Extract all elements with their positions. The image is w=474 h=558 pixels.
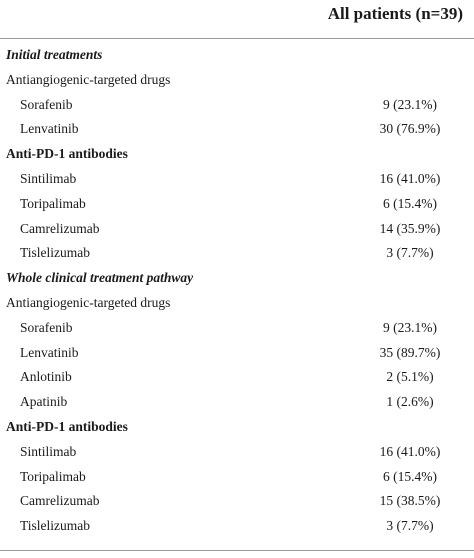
row-label: Tislelizumab — [20, 518, 91, 534]
table-row — [0, 514, 474, 539]
row-label: Anti-PD-1 antibodies — [6, 418, 128, 434]
table-row — [0, 440, 474, 465]
group-row-anti-pd1 — [0, 415, 474, 440]
table-row — [0, 241, 474, 266]
table-row — [0, 93, 474, 118]
section-row-initial-treatments — [0, 43, 474, 68]
column-header-all-patients: All patients (n=39) — [327, 4, 463, 23]
row-value: 16 (41.0%) — [379, 170, 441, 186]
table-row — [0, 167, 474, 192]
row-label: Apatinib — [20, 394, 68, 410]
row-label: Lenvatinib — [20, 344, 79, 360]
row-label: Tislelizumab — [20, 245, 91, 261]
table-row — [0, 390, 474, 415]
row-label: Antiangiogenic-targeted drugs — [6, 294, 171, 310]
row-value: 9 (23.1%) — [383, 319, 437, 335]
row-value: 14 (35.9%) — [379, 220, 441, 236]
row-label: Anlotinib — [20, 369, 72, 385]
row-label: Antiangiogenic-targeted drugs — [6, 71, 171, 87]
row-value: 2 (5.1%) — [386, 369, 434, 385]
row-label: Initial treatments — [6, 47, 103, 62]
table-body — [0, 43, 474, 539]
row-value: 6 (15.4%) — [383, 195, 437, 211]
row-value: 30 (76.9%) — [379, 121, 441, 137]
group-row-antiangiogenic — [0, 291, 474, 316]
row-label: Sorafenib — [20, 319, 73, 335]
row-value: 15 (38.5%) — [379, 493, 441, 509]
row-value: 9 (23.1%) — [383, 96, 437, 112]
row-label: Camrelizumab — [20, 493, 100, 509]
table-row — [0, 316, 474, 341]
section-row-whole-pathway — [0, 266, 474, 291]
row-value: 6 (15.4%) — [383, 468, 437, 484]
row-value: 3 (7.7%) — [386, 245, 434, 261]
row-label: Sintilimab — [20, 443, 77, 459]
table-bottom-rule — [0, 550, 474, 551]
row-label: Camrelizumab — [20, 220, 100, 236]
row-label: Anti-PD-1 antibodies — [6, 146, 128, 162]
row-value: 3 (7.7%) — [386, 518, 434, 534]
table-row — [0, 465, 474, 490]
group-row-anti-pd1 — [0, 142, 474, 167]
row-label: Toripalimab — [20, 195, 86, 211]
row-label: Lenvatinib — [20, 121, 79, 137]
row-value: 35 (89.7%) — [379, 344, 441, 360]
table-row — [0, 365, 474, 390]
row-label: Sintilimab — [20, 170, 77, 186]
row-value: 1 (2.6%) — [386, 394, 434, 410]
row-label: Whole clinical treatment pathway — [6, 270, 194, 286]
row-label: Sorafenib — [20, 96, 73, 112]
table-header — [0, 0, 474, 39]
table-row — [0, 117, 474, 142]
table-row — [0, 489, 474, 514]
table-row — [0, 192, 474, 217]
row-value: 16 (41.0%) — [379, 443, 441, 459]
table-row — [0, 341, 474, 366]
table-row — [0, 217, 474, 242]
row-label: Toripalimab — [20, 468, 86, 484]
group-row-antiangiogenic — [0, 68, 474, 93]
